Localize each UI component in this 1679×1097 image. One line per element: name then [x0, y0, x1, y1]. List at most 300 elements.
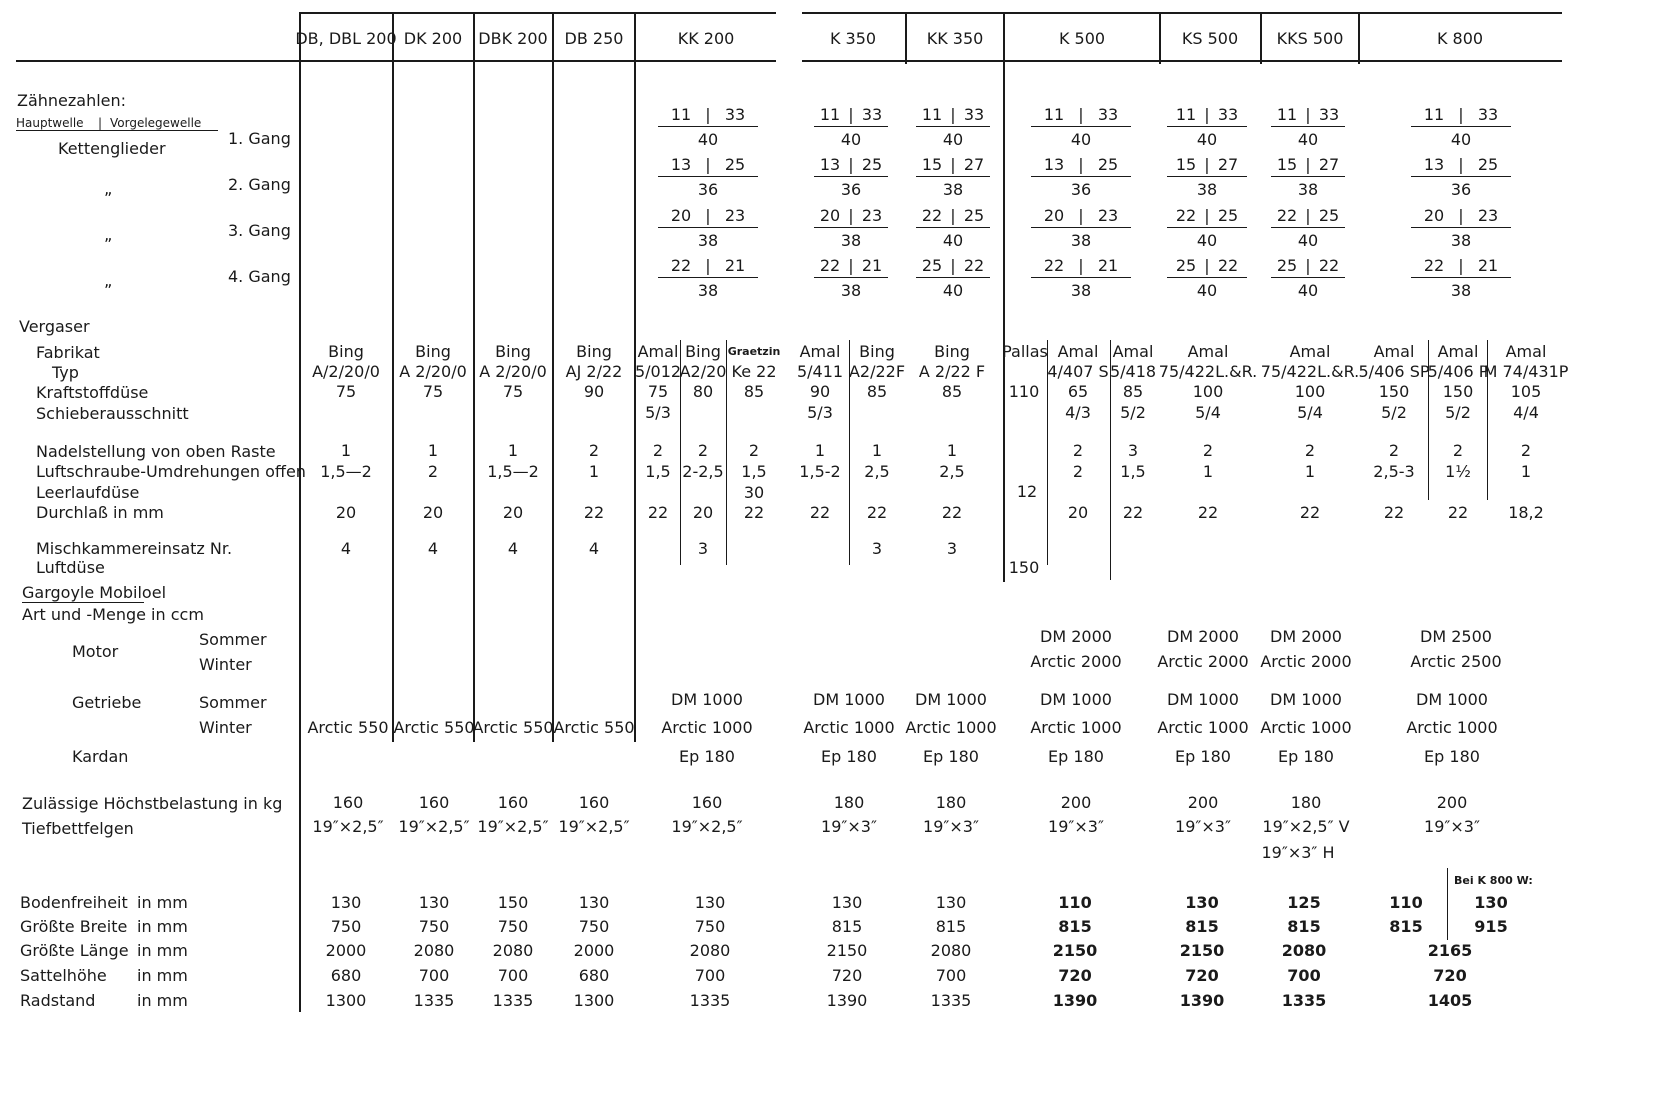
gear-main-ks500: 15 [1175, 155, 1197, 174]
label-bei-k800w: Bei K 800 W: [1454, 874, 1533, 887]
carb-nadel-kk350: 1 [946, 441, 958, 460]
gear-chain-kk350: 40 [942, 231, 964, 250]
carb-nadel-kk200a: 2 [652, 441, 664, 460]
gear-chain-k500: 38 [1070, 231, 1092, 250]
header-dbk200: DBK 200 [478, 29, 548, 48]
carb-misch-k350b: 3 [871, 539, 883, 558]
carb-durch-k800a: 22 [1383, 503, 1405, 522]
load-k350: 180 [833, 793, 865, 812]
gear-pipe: | [1204, 105, 1210, 124]
carb-schieber-k800a: 5/2 [1381, 403, 1407, 422]
load-db250: 160 [578, 793, 610, 812]
gear-chain-kks500: 40 [1297, 130, 1319, 149]
header-dk200: DK 200 [403, 29, 463, 48]
label-inmm: in mm [137, 966, 188, 985]
gear-main-kk350: 11 [921, 105, 943, 124]
sattel-5: 720 [831, 966, 863, 985]
sattel-6: 700 [935, 966, 967, 985]
header-db200: DB, DBL 200 [295, 29, 397, 48]
gear-fraction-bar [1167, 277, 1247, 278]
label-laenge: Größte Länge [20, 941, 129, 960]
laenge-0: 2000 [325, 941, 367, 960]
oil-getr_w-k350: Arctic 1000 [803, 718, 895, 737]
k800w-divider [1447, 868, 1448, 940]
carb-typ-ks500: 75/422L.&R. [1158, 362, 1258, 381]
gear-pipe: | [848, 206, 854, 225]
carb-fab-kk350: Bing [934, 342, 970, 361]
col-divider [1159, 12, 1161, 64]
carb-fab-k500b: Amal [1057, 342, 1099, 361]
label-ditto: „ [104, 179, 113, 198]
radstand-9: 1335 [1281, 991, 1327, 1010]
gear-counter-kk200: 33 [724, 105, 746, 124]
header-kks500: KKS 500 [1276, 29, 1344, 48]
carb-misch-dbk200: 4 [507, 539, 519, 558]
gear-chain-k350: 40 [840, 130, 862, 149]
sattel-0: 680 [330, 966, 362, 985]
gear-counter-kks500: 33 [1318, 105, 1340, 124]
label-luftschraube: Luftschraube-Umdrehungen offen [36, 462, 306, 481]
rims-k500: 19″×3″ [1048, 817, 1104, 836]
carb-luft-kk200b: 2-2,5 [682, 462, 724, 481]
laenge-10: 2165 [1427, 941, 1473, 960]
carb-schieber-k500c: 5/2 [1120, 403, 1146, 422]
carb-fab-k500a: Pallas [1002, 342, 1048, 361]
gear-main-kk350: 22 [921, 206, 943, 225]
carb-fab-k800b: Amal [1437, 342, 1479, 361]
carb-typ-k800a: 5/406 SP [1358, 362, 1430, 381]
header-rule-right [802, 60, 1562, 62]
carb-nadel-k800a: 2 [1388, 441, 1400, 460]
radstand-5: 1390 [826, 991, 868, 1010]
gear-chain-k350: 38 [840, 231, 862, 250]
sattel-1: 700 [418, 966, 450, 985]
gear-pipe: | [1204, 155, 1210, 174]
breite-7: 815 [1058, 917, 1092, 936]
carb-durch-kk350: 22 [941, 503, 963, 522]
carb-nadel-k350a: 1 [814, 441, 826, 460]
gear-chain-k500: 38 [1070, 281, 1092, 300]
load-kks500: 180 [1290, 793, 1322, 812]
gear-counter-kks500: 22 [1318, 256, 1340, 275]
boden-9: 125 [1287, 893, 1321, 912]
rims-dk200: 19″×2,5″ [398, 817, 470, 836]
rims-k800: 19″×3″ [1424, 817, 1480, 836]
boden-6: 130 [935, 893, 967, 912]
carb-misch-db250: 4 [588, 539, 600, 558]
oil-getr_s-kks500: DM 1000 [1270, 690, 1342, 709]
laenge-7: 2150 [1052, 941, 1098, 960]
carb-durch-db250: 22 [583, 503, 605, 522]
col-divider [1003, 12, 1005, 582]
carb-nadel-k350b: 1 [871, 441, 883, 460]
carb-luft-kk200c: 1,5 [741, 462, 767, 481]
carb-typ-k350b: A2/22F [848, 362, 906, 381]
rims-ks500: 19″×3″ [1175, 817, 1231, 836]
carb-durch-k350a: 22 [809, 503, 831, 522]
load-kk350: 180 [935, 793, 967, 812]
carb-fab-kk200b: Bing [685, 342, 721, 361]
carb-duese-k350b: 85 [866, 382, 888, 401]
oil-getr_w-dk200: Arctic 550 [393, 718, 475, 737]
gear-counter-k800: 33 [1477, 105, 1499, 124]
label-underline [22, 602, 144, 603]
carb-durch-kks500: 22 [1299, 503, 1321, 522]
label-radstand: Radstand [20, 991, 96, 1010]
gear-main-k800: 20 [1423, 206, 1445, 225]
gear-counter-k500: 33 [1097, 105, 1119, 124]
col-divider [905, 12, 907, 64]
oil-getr_w-kk200: Arctic 1000 [661, 718, 753, 737]
carb-schieber-ks500: 5/4 [1195, 403, 1221, 422]
gear-fraction-bar [1167, 227, 1247, 228]
gear-fraction-bar [658, 176, 758, 177]
label-getriebe: Getriebe [72, 693, 142, 712]
gear-chain-kks500: 38 [1297, 180, 1319, 199]
gear-pipe: | [1305, 105, 1311, 124]
oil-getr_w-k500: Arctic 1000 [1030, 718, 1122, 737]
gear-main-ks500: 11 [1175, 105, 1197, 124]
gear-counter-kk200: 25 [724, 155, 746, 174]
carb-fab-kks500: Amal [1289, 342, 1331, 361]
oil-motor_s-kks500: DM 2000 [1270, 627, 1342, 646]
gear-counter-kk350: 27 [963, 155, 985, 174]
gear-fraction-bar [1411, 227, 1511, 228]
radstand-6: 1335 [930, 991, 972, 1010]
carb-duese-k500a: 110 [1008, 382, 1040, 401]
carb-luft-db250: 1 [588, 462, 600, 481]
gear-main-kk200: 20 [670, 206, 692, 225]
oil-getr_s-k800: DM 1000 [1416, 690, 1488, 709]
carb-durch-dbk200: 20 [502, 503, 524, 522]
laenge-5: 2150 [826, 941, 868, 960]
breite-2: 750 [497, 917, 529, 936]
laenge-9: 2080 [1281, 941, 1327, 960]
oil-kardan-kk200: Ep 180 [679, 747, 735, 766]
carb-duese-k350a: 90 [809, 382, 831, 401]
gear-pipe: | [848, 155, 854, 174]
oil-getr_w-k800: Arctic 1000 [1406, 718, 1498, 737]
carb-schieber-kks500: 5/4 [1297, 403, 1323, 422]
label-vorgelegewelle: Vorgelegewelle [110, 116, 202, 130]
carb-fab-k350a: Amal [799, 342, 841, 361]
gear-fraction-bar [1167, 176, 1247, 177]
carb-typ-db250: AJ 2/22 [565, 362, 623, 381]
label-gargoyle: Gargoyle Mobiloel [22, 583, 167, 602]
gear-pipe: | [705, 155, 711, 174]
gear-chain-k800: 38 [1450, 231, 1472, 250]
header-k500: K 500 [1058, 29, 1106, 48]
carb-duese-db250: 90 [583, 382, 605, 401]
carb-luft-k500c: 1,5 [1120, 462, 1146, 481]
gear-pipe: | [1458, 206, 1464, 225]
header-db250: DB 250 [564, 29, 624, 48]
label-schieber: Schieberausschnitt [36, 404, 189, 423]
gear-counter-kks500: 27 [1318, 155, 1340, 174]
carb-luft-k500b: 2 [1072, 462, 1084, 481]
oil-getr_s-k500: DM 1000 [1040, 690, 1112, 709]
boden-7: 110 [1058, 893, 1092, 912]
gear-counter-kk200: 23 [724, 206, 746, 225]
rims-db200: 19″×2,5″ [312, 817, 384, 836]
carb-luftd-k500a: 150 [1008, 558, 1040, 577]
label-boden: Bodenfreiheit [20, 893, 128, 912]
gear-pipe: | [950, 105, 956, 124]
label-mischkammer: Mischkammereinsatz Nr. [36, 539, 233, 558]
carb-luft-db200: 1,5—2 [320, 462, 372, 481]
gear-pipe: | [1305, 256, 1311, 275]
carb-durch-dk200: 20 [422, 503, 444, 522]
label-sattel: Sattelhöhe [20, 966, 107, 985]
gear-pipe: | [1458, 155, 1464, 174]
oil-motor_w-k500: Arctic 2000 [1030, 652, 1122, 671]
carb-duese-k500b: 65 [1067, 382, 1089, 401]
gear-fraction-bar [1031, 227, 1131, 228]
breite-1: 750 [418, 917, 450, 936]
carb-schieber-kk200a: 5/3 [645, 403, 671, 422]
gear-pipe: | [1305, 155, 1311, 174]
gear-pipe: | [705, 105, 711, 124]
laenge-6: 2080 [930, 941, 972, 960]
carb-luft-k800a: 2,5-3 [1373, 462, 1415, 481]
gear-main-k800: 22 [1423, 256, 1445, 275]
radstand-8: 1390 [1179, 991, 1225, 1010]
gear-chain-ks500: 40 [1196, 130, 1218, 149]
carb-fab-db250: Bing [576, 342, 612, 361]
carb-luft-k800c: 1 [1520, 462, 1532, 481]
gear-main-k350: 13 [819, 155, 841, 174]
label-zaehnezahlen: Zähnezahlen: [17, 91, 127, 110]
gear-fraction-bar [814, 126, 888, 127]
gear-main-kks500: 15 [1276, 155, 1298, 174]
carb-durch-kk200a: 22 [647, 503, 669, 522]
gear-pipe: | [1078, 206, 1084, 225]
gear-chain-kk200: 38 [697, 281, 719, 300]
breite-8: 815 [1185, 917, 1219, 936]
carb-nadel-db250: 2 [588, 441, 600, 460]
gear-fraction-bar [1031, 176, 1131, 177]
boden-11: 130 [1474, 893, 1508, 912]
gear-chain-ks500: 40 [1196, 281, 1218, 300]
gear-chain-kk350: 40 [942, 130, 964, 149]
gear-chain-ks500: 40 [1196, 231, 1218, 250]
oil-getr_s-kk200: DM 1000 [671, 690, 743, 709]
carb-schieber-k800b: 5/2 [1445, 403, 1471, 422]
label-gang1: 1. Gang [228, 129, 291, 148]
col-divider [1260, 12, 1262, 64]
col-divider [473, 12, 475, 742]
carb-durch-kk200c: 22 [743, 503, 765, 522]
gear-fraction-bar [916, 126, 990, 127]
gear-chain-kks500: 40 [1297, 281, 1319, 300]
carb-typ-k500c: 5/418 [1109, 362, 1157, 381]
gear-main-k500: 22 [1043, 256, 1065, 275]
boden-10: 110 [1389, 893, 1423, 912]
carb-nadel-kk200c: 2 [748, 441, 760, 460]
top-rule-left [300, 12, 776, 14]
oil-kardan-ks500: Ep 180 [1175, 747, 1231, 766]
gear-main-kks500: 25 [1276, 256, 1298, 275]
radstand-3: 1300 [573, 991, 615, 1010]
gear-main-k800: 13 [1423, 155, 1445, 174]
carb-duese-db200: 75 [335, 382, 357, 401]
header-ks500: KS 500 [1181, 29, 1239, 48]
gear-counter-ks500: 27 [1217, 155, 1239, 174]
carb-fab-k500c: Amal [1112, 342, 1154, 361]
carb-typ-kk350: A 2/22 F [918, 362, 986, 381]
gear-counter-k800: 25 [1477, 155, 1499, 174]
boden-5: 130 [831, 893, 863, 912]
boden-1: 130 [418, 893, 450, 912]
gear-main-kks500: 22 [1276, 206, 1298, 225]
gear-main-ks500: 25 [1175, 256, 1197, 275]
radstand-10: 1405 [1427, 991, 1473, 1010]
radstand-1: 1335 [413, 991, 455, 1010]
carb-fab-db200: Bing [328, 342, 364, 361]
gear-fraction-bar [1271, 126, 1345, 127]
carb-nadel-kks500: 2 [1304, 441, 1316, 460]
carb-misch-db200: 4 [340, 539, 352, 558]
oil-motor_s-k500: DM 2000 [1040, 627, 1112, 646]
carb-typ-db200: A/2/20/0 [312, 362, 380, 381]
sattel-7: 720 [1058, 966, 1092, 985]
load-kk200: 160 [691, 793, 723, 812]
load-db200: 160 [332, 793, 364, 812]
carb-typ-kk200c: Ke 22 [731, 362, 777, 381]
carb-leer-k500a: 12 [1016, 482, 1038, 501]
col-divider [552, 12, 554, 742]
gear-main-k500: 20 [1043, 206, 1065, 225]
rims-k350: 19″×3″ [821, 817, 877, 836]
gear-counter-k500: 23 [1097, 206, 1119, 225]
carb-durch-k500b: 20 [1067, 503, 1089, 522]
carb-duese-dbk200: 75 [502, 382, 524, 401]
gear-main-kk350: 25 [921, 256, 943, 275]
gear-counter-kks500: 25 [1318, 206, 1340, 225]
label-inmm: in mm [137, 941, 188, 960]
boden-0: 130 [330, 893, 362, 912]
breite-11: 915 [1474, 917, 1508, 936]
carb-duese-kk200b: 80 [692, 382, 714, 401]
label-gang3: 3. Gang [228, 221, 291, 240]
carb-fab-ks500: Amal [1187, 342, 1229, 361]
gear-chain-kk200: 38 [697, 231, 719, 250]
boden-8: 130 [1185, 893, 1219, 912]
load-k800: 200 [1436, 793, 1468, 812]
oil-getr_w-db200: Arctic 550 [307, 718, 389, 737]
carb-typ-kk200a: 5/012 [634, 362, 682, 381]
header-kk200: KK 200 [677, 29, 735, 48]
oil-getr_s-k350: DM 1000 [813, 690, 885, 709]
carb-luft-kks500: 1 [1304, 462, 1316, 481]
gear-pipe: | [1078, 256, 1084, 275]
carb-schieber-k800c: 4/4 [1513, 403, 1539, 422]
carb-typ-k350a: 5/411 [796, 362, 844, 381]
carb-luft-k350a: 1,5-2 [799, 462, 841, 481]
label-belastung: Zulässige Höchstbelastung in kg [22, 794, 283, 813]
carb-typ-dbk200: A 2/20/0 [479, 362, 547, 381]
carb-typ-dk200: A 2/20/0 [399, 362, 467, 381]
label-inmm: in mm [137, 917, 188, 936]
sattel-10: 720 [1433, 966, 1467, 985]
label-sommer: Sommer [199, 693, 267, 712]
gear-pipe: | [1458, 256, 1464, 275]
gear-fraction-bar [814, 227, 888, 228]
gear-pipe: | [950, 256, 956, 275]
carb-typ-k800b: 5/406 P [1427, 362, 1489, 381]
gear-counter-kk350: 22 [963, 256, 985, 275]
oil-kardan-k800: Ep 180 [1424, 747, 1480, 766]
boden-3: 130 [578, 893, 610, 912]
load-dk200: 160 [418, 793, 450, 812]
carb-nadel-db200: 1 [340, 441, 352, 460]
sattel-8: 720 [1185, 966, 1219, 985]
laenge-2: 2080 [492, 941, 534, 960]
carb-misch-kk200b: 3 [697, 539, 709, 558]
gear-counter-kk350: 33 [963, 105, 985, 124]
oil-getr_w-kk350: Arctic 1000 [905, 718, 997, 737]
carb-nadel-dk200: 1 [427, 441, 439, 460]
carb-fab-kk200c: Graetzin [727, 345, 781, 358]
label-kettenglieder: Kettenglieder [58, 139, 166, 158]
oil-motor_w-kks500: Arctic 2000 [1260, 652, 1352, 671]
carb-fab-k350b: Bing [859, 342, 895, 361]
top-rule-right [802, 12, 1562, 14]
radstand-0: 1300 [325, 991, 367, 1010]
gear-fraction-bar [814, 277, 888, 278]
header-kk350: KK 350 [926, 29, 984, 48]
gear-pipe: | [705, 256, 711, 275]
radstand-4: 1335 [689, 991, 731, 1010]
carb-duese-ks500: 100 [1192, 382, 1224, 401]
gear-counter-k350: 33 [861, 105, 883, 124]
gear-fraction-bar [1031, 126, 1131, 127]
gear-counter-k500: 25 [1097, 155, 1119, 174]
sattel-2: 700 [497, 966, 529, 985]
laenge-3: 2000 [573, 941, 615, 960]
label-hauptwelle: Hauptwelle [16, 116, 84, 130]
label-felgen: Tiefbettfelgen [22, 819, 134, 838]
gear-pipe: | [848, 105, 854, 124]
gear-main-k350: 20 [819, 206, 841, 225]
oil-motor_s-ks500: DM 2000 [1167, 627, 1239, 646]
breite-5: 815 [831, 917, 863, 936]
carb-duese-dk200: 75 [422, 382, 444, 401]
label-pipe: | [98, 116, 103, 130]
carb-duese-kk350: 85 [941, 382, 963, 401]
gear-fraction-bar [1031, 277, 1131, 278]
gear-pipe: | [1458, 105, 1464, 124]
rims-kks500-rear: 19″×3″ H [1261, 843, 1335, 862]
gear-counter-ks500: 22 [1217, 256, 1239, 275]
laenge-4: 2080 [689, 941, 731, 960]
gear-chain-ks500: 38 [1196, 180, 1218, 199]
oil-getr_w-dbk200: Arctic 550 [472, 718, 554, 737]
label-motor: Motor [72, 642, 119, 661]
gear-counter-k800: 21 [1477, 256, 1499, 275]
carb-luft-dk200: 2 [427, 462, 439, 481]
col-divider [392, 12, 394, 742]
breite-10: 815 [1389, 917, 1423, 936]
label-ditto: „ [104, 225, 113, 244]
oil-getr_s-ks500: DM 1000 [1167, 690, 1239, 709]
carb-durch-k500c: 22 [1122, 503, 1144, 522]
gear-chain-kk200: 36 [697, 180, 719, 199]
carb-duese-kks500: 100 [1294, 382, 1326, 401]
carb-duese-k800c: 105 [1510, 382, 1542, 401]
label-artmenge: Art und -Menge in ccm [22, 605, 204, 624]
carb-nadel-dbk200: 1 [507, 441, 519, 460]
